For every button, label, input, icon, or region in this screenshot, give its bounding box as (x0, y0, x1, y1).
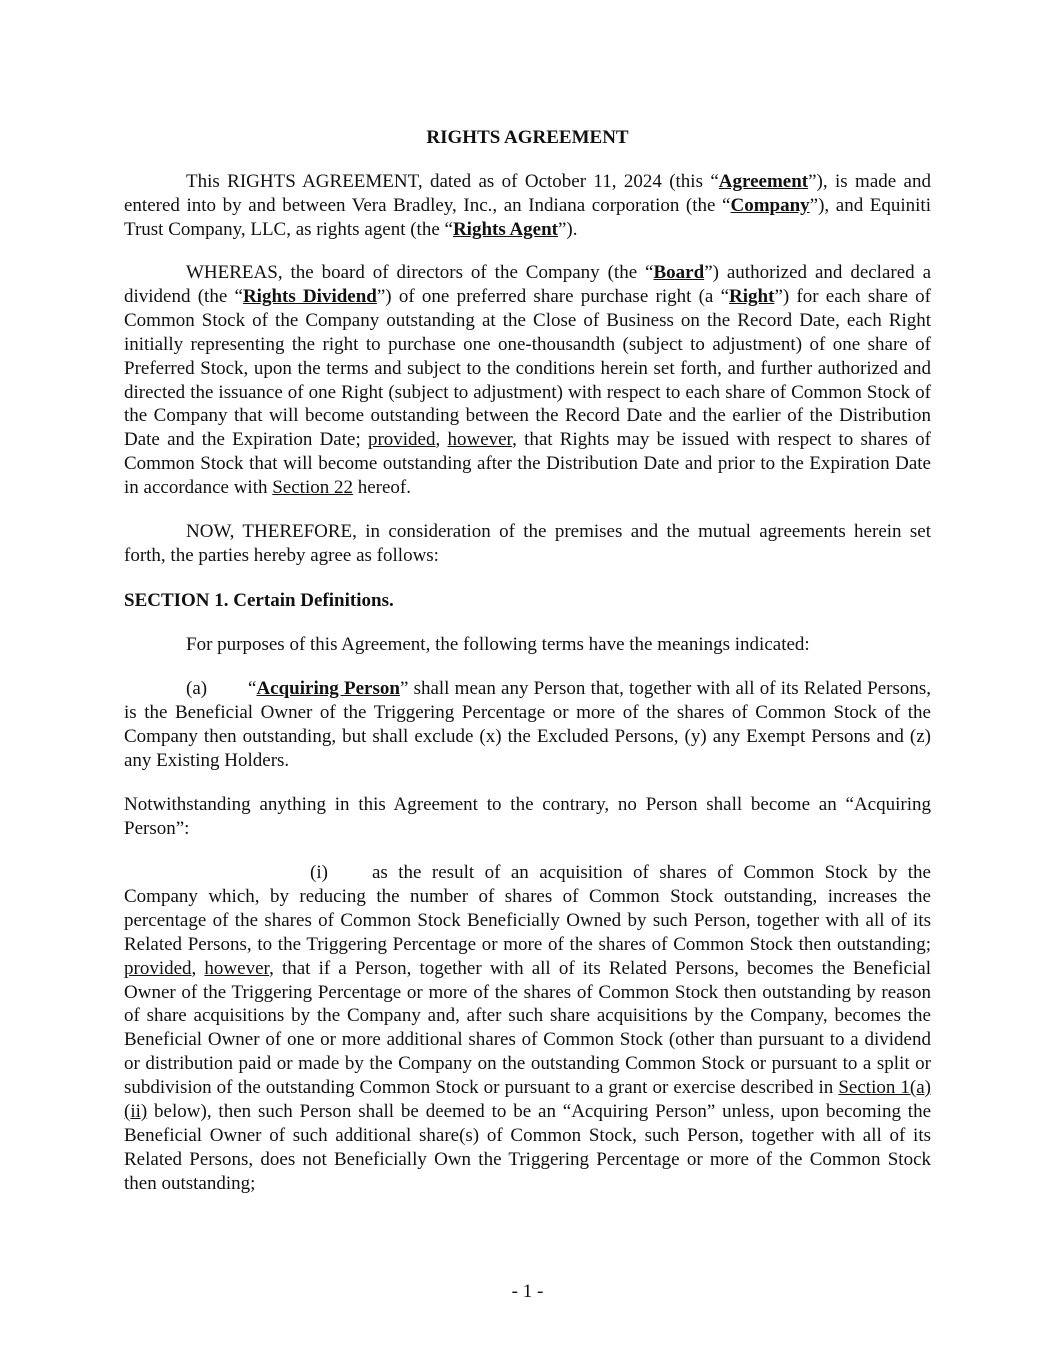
item-i-however-word: however (204, 957, 270, 979)
document-title: RIGHTS AGREEMENT (426, 127, 629, 148)
defined-term-board: Board (653, 262, 705, 283)
whereas-text-5: , that Rights may be issued with respect to shares of Common Stock that will become outstanding after the Distribution Date and prior to the Expiration Date in accordance with (124, 429, 931, 499)
page-number: - 1 - (511, 1281, 544, 1302)
item-i-provided-word: provided (124, 957, 192, 979)
item-i-text-3: below), then such Person shall be deemed to be an “Acquiring Person” unless, upon becoming the Beneficial Owner of such additional share(s) of Common Stock, such Person, together with all of its Related Persons, does not Beneficially Own the Triggering Percentage or more of the Common Stock then outstanding; (124, 1101, 931, 1194)
definition-acquiring-person (124, 677, 931, 773)
definitions-lead-paragraph: For purposes of this Agreement, the following terms have the meanings indicated: (186, 634, 810, 655)
item-a-label: (a) (186, 678, 208, 699)
defined-term-agreement: Agreement (718, 171, 809, 192)
item-i-text-1: as the result of an acquisition of shares of Common Stock by the Company which, by reducing the number of shares of Common Stock outstanding, increases the percentage of the shares of Common Stock Beneficially Owned by such Person, together with all of its Related Persons, to the Triggering Percentage or more of the shares of Common Stock then outstanding; (124, 862, 931, 955)
defined-term-acquiring-person: Acquiring Person (256, 678, 400, 699)
defined-term-company: Company (730, 194, 810, 216)
notwithstanding-paragraph: Notwithstanding anything in this Agreement to the contrary, no Person shall become an “Acquiring Person”: (124, 794, 931, 839)
whereas-text-6: hereof. (352, 477, 412, 499)
item-i-comma: , (191, 957, 205, 979)
section-22-reference[interactable]: Section 22 (272, 477, 353, 499)
however-word: however (447, 429, 513, 451)
intro-paragraph (124, 170, 931, 242)
whereas-paragraph (124, 261, 931, 500)
whereas-text-1: WHEREAS, the board of directors of the Company (the “ (186, 262, 654, 283)
whereas-text-3: ”) of one preferred share purchase right (a “ (376, 285, 730, 307)
intro-text-2: ”), is made and entered into by and between Vera Bradley, Inc., an Indiana corporation (the “ (124, 171, 931, 216)
intro-text-3: ”), and Equiniti Trust Company, LLC, as rights agent (the “ (124, 194, 931, 240)
document-page (124, 0, 931, 1365)
intro-text-1: This RIGHTS AGREEMENT, dated as of October 11, 2024 (this “ (186, 171, 719, 192)
item-i-label: (i) (310, 862, 328, 883)
whereas-text-2: ”) authorized and declared a dividend (the “ (124, 262, 931, 307)
whereas-comma: , (435, 429, 448, 451)
defined-term-rights-dividend: Rights Dividend (242, 285, 377, 307)
defined-term-right: Right (729, 285, 775, 307)
whereas-text-4: ”) for each share of Common Stock of the Company outstanding at the Close of Business on the Record Date, each Right initially representing the right to purchase one one-thousandth (subject to adjustment) of one share of Preferred Stock, upon the terms and subject to the conditions herein set forth, and further authorized and directed the issuance of one Right (subject to adjustment) with respect to each share of Common Stock of the Company that will become outstanding between the Record Date and the earlier of the Distribution Date and the Expiration Date; (124, 285, 931, 451)
defined-term-rights-agent: Rights Agent (452, 218, 558, 240)
intro-text-4: ”). (558, 218, 578, 240)
item-a-open-quote: “ (248, 678, 257, 699)
item-i-paragraph (124, 861, 931, 1196)
item-a-text: ” shall mean any Person that, together with all of its Related Persons, is the Beneficial Owner of the Triggering Percentage or more of the shares of Common Stock of the Company then outstanding, but shall exclude (x) the Excluded Persons, (y) any Exempt Persons and (z) any Existing Holders. (124, 678, 931, 771)
item-i-text-2: , that if a Person, together with all of its Related Persons, becomes the Beneficial Owner of the Triggering Percentage or more of the shares of Common Stock then outstanding by reason of share acquisitions by the Company and, after such share acquisitions by the Company, becomes the Beneficial Owner of one or more additional shares of Common Stock (other than pursuant to a dividend or distribution paid or made by the Company on the outstanding Common Stock or pursuant to a split or subdivision of the outstanding Common Stock or pursuant to a grant or exercise described in (124, 957, 931, 1099)
section-1-heading: SECTION 1. Certain Definitions. (124, 590, 394, 611)
provided-word: provided (367, 429, 436, 451)
now-therefore-paragraph: NOW, THEREFORE, in consideration of the premises and the mutual agreements herein set forth, the parties hereby agree as follows: (124, 521, 931, 566)
section-1aii-reference[interactable]: Section 1(a)(ii) (124, 1077, 931, 1123)
